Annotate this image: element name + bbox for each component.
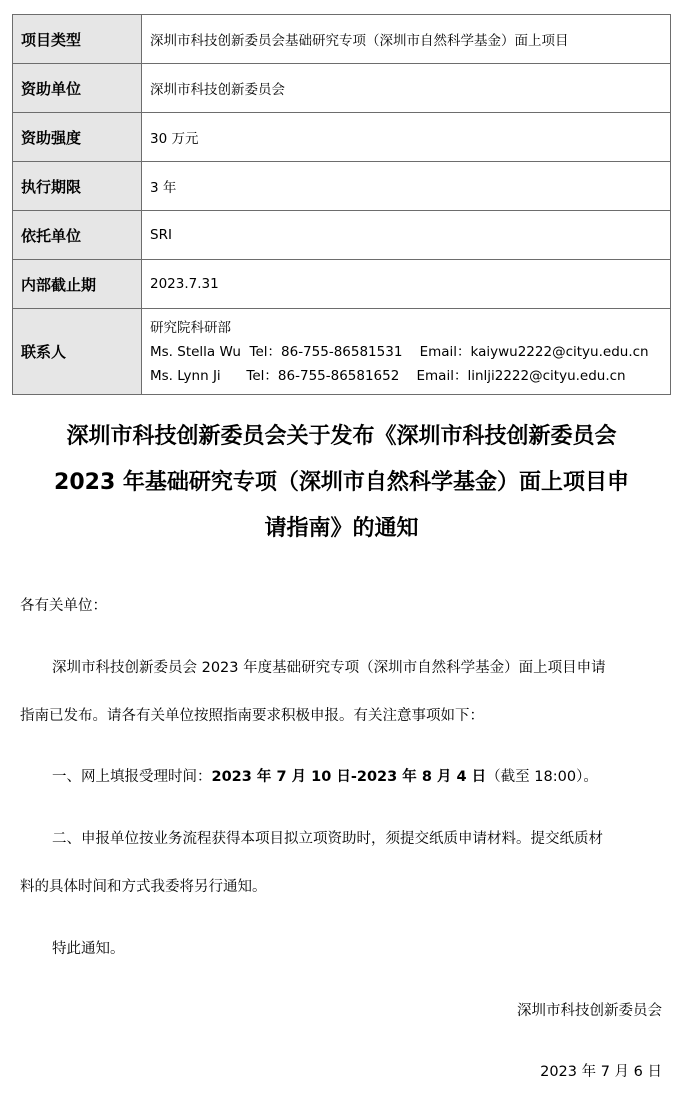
row-value: 2023.7.31 (142, 260, 671, 309)
row-label: 资助单位 (13, 64, 142, 113)
row-value: SRI (142, 211, 671, 260)
row-label: 依托单位 (13, 211, 142, 260)
closing: 特此通知。 (52, 941, 125, 957)
row-label: 资助强度 (13, 113, 142, 162)
row-label: 项目类型 (13, 15, 142, 64)
row-label: 内部截止期 (13, 260, 142, 309)
contact-label: 联系人 (13, 309, 142, 395)
date: 2023 年 7 月 6 日 (540, 1064, 662, 1080)
row-label: 执行期限 (13, 162, 142, 211)
table-row (13, 113, 671, 162)
contact-dept: 研究院科研部 (150, 319, 231, 336)
table-row (13, 15, 671, 64)
item1-prefix: 一、网上填报受理时间： (52, 769, 212, 785)
title-line: 深圳市科技创新委员会关于发布《深圳市科技创新委员会 (66, 424, 617, 449)
row-value: 深圳市科技创新委员会 (142, 64, 671, 113)
salutation: 各有关单位： (20, 598, 107, 614)
table-row (13, 211, 671, 260)
title-line: 请指南》的通知 (264, 516, 419, 541)
item1-suffix: （截至 18:00）。 (486, 769, 598, 785)
para1-line1: 深圳市科技创新委员会 2023 年度基础研究专项（深圳市自然科学基金）面上项目申请 (52, 660, 606, 676)
contact-line-stella: Ms. Stella Wu Tel：86-755-86581531 Email：kaiywu2222@cityu.edu.cn (150, 343, 649, 360)
project-info-table (12, 14, 671, 395)
contact-line-lynn: Ms. Lynn Ji Tel：86-755-86581652 Email：linlji2222@cityu.edu.cn (150, 367, 626, 384)
row-value: 3 年 (142, 162, 671, 211)
row-value: 深圳市科技创新委员会基础研究专项（深圳市自然科学基金）面上项目 (142, 15, 671, 64)
contact-details (142, 309, 671, 395)
item1-dates: 2023 年 7 月 10 日-2023 年 8 月 4 日 (211, 769, 487, 785)
item2-line1: 二、申报单位按业务流程获得本项目拟立项资助时，须提交纸质申请材料。提交纸质材 (52, 831, 603, 847)
table-row (13, 64, 671, 113)
item1 (52, 765, 598, 786)
table-row (13, 162, 671, 211)
title-line: 2023 年基础研究专项（深圳市自然科学基金）面上项目申 (54, 470, 629, 495)
row-value: 30 万元 (142, 113, 671, 162)
signature: 深圳市科技创新委员会 (517, 1003, 662, 1019)
notice-title (12, 414, 671, 552)
para1-line2: 指南已发布。请各有关单位按照指南要求积极申报。有关注意事项如下： (20, 708, 484, 724)
contact-row (13, 309, 671, 395)
table-row (13, 260, 671, 309)
item2-line2: 料的具体时间和方式我委将另行通知。 (20, 879, 267, 895)
